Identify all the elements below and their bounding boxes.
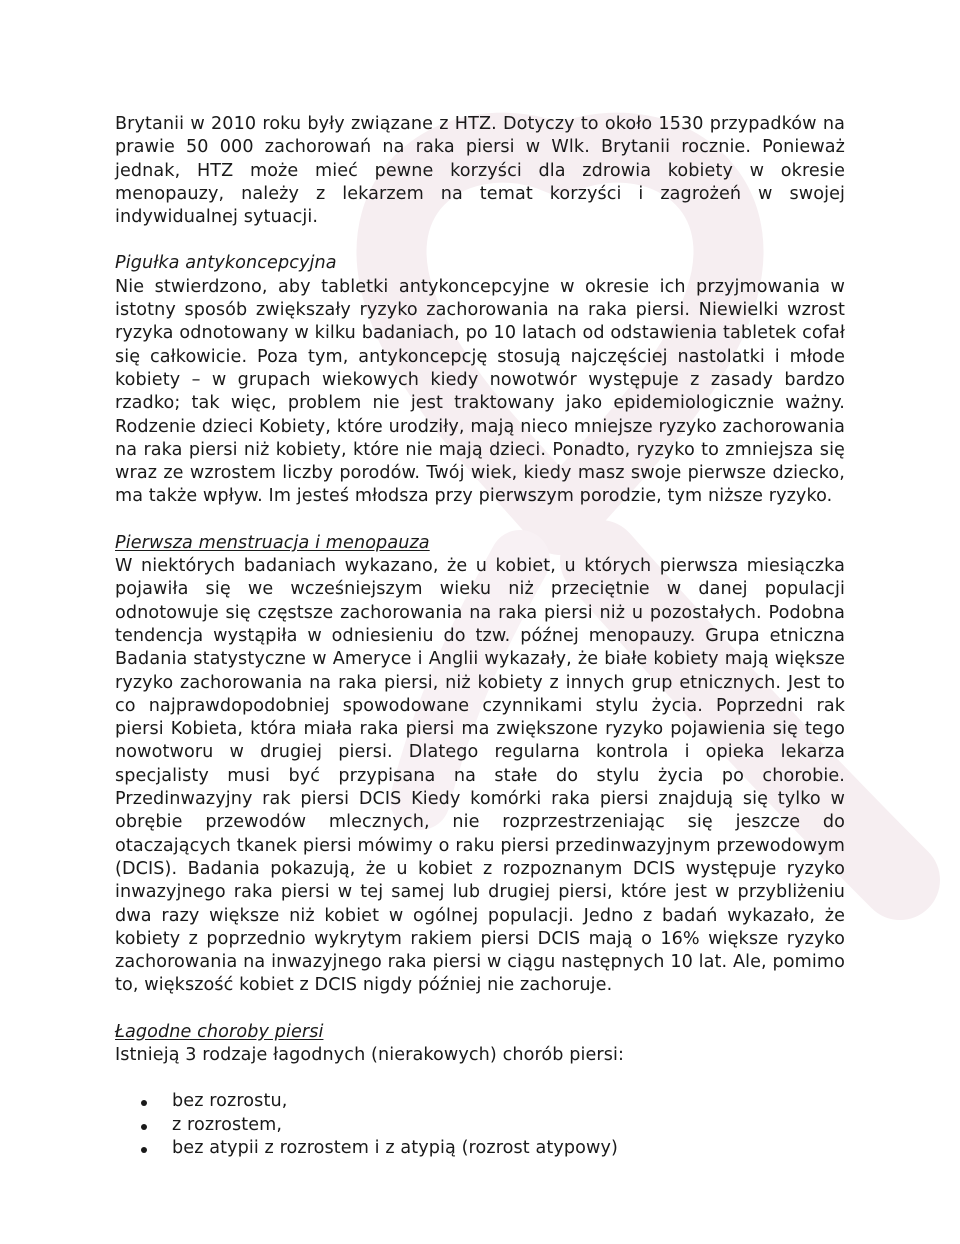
- section-benign-diseases: [115, 1021, 845, 1068]
- paragraph-benign-diseases: Istnieją 3 rodzaje łagodnych (nierakowych) chorób piersi:: [115, 1044, 625, 1065]
- heading-benign-diseases: Łagodne choroby piersi: [115, 1021, 324, 1042]
- paragraph-contraceptive-pill: Nie stwierdzono, aby tabletki antykoncepcyjne w okresie ich przyjmowania w istotny sposób zwiększały ryzyko zachorowania na raka piersi. Niewielki wzrost ryzyka odnotowany w kilku badaniach, po 10 latach od odstawienia tabletek cofał się całkowicie. Poza tym, antykoncepcję stosują najczęściej nastolatki i młode kobiety – w grupach wiekowych kiedy nowotwór występuje z zasady bardzo rzadko; tak więc, problem nie jest traktowany jako epidemiologicznie ważny. Rodzenie dzieci Kobiety, które urodziły, mają nieco mniejsze ryzyko zachorowania na raka piersi niż kobiety, które nie mają dzieci. Ponadto, ryzyko to zmniejsza się wraz ze wzrostem liczby porodów. Twój wiek, kiedy masz swoje pierwsze dziecko, ma także wpływ. Im jesteś młodsza przy pierwszym porodzie, tym niższe ryzyko.: [115, 276, 845, 507]
- list-item: bez rozrostu,: [172, 1090, 845, 1113]
- list-item: z rozrostem,: [172, 1114, 845, 1137]
- list-item: bez atypii z rozrostem i z atypią (rozrost atypowy): [172, 1137, 845, 1160]
- section-menstruation-menopause: [115, 532, 845, 998]
- benign-types-list: [115, 1090, 845, 1160]
- heading-menstruation-menopause: Pierwsza menstruacja i menopauza: [115, 532, 430, 553]
- heading-contraceptive-pill: Pigułka antykoncepcyjna: [115, 253, 337, 274]
- paragraph-menstruation-menopause: W niektórych badaniach wykazano, że u kobiet, u których pierwsza miesiączka pojawiła się we wcześniejszym wieku niż przeciętnie w danej populacji odnotowuje się częstsze zachorowania na raka piersi niż u pozostałych. Podobna tendencja wystąpiła w odniesieniu do tzw. późnej menopauzy. Grupa etniczna Badania statystyczne w Ameryce i Anglii wykazały, że białe kobiety mają większe ryzyko zachorowania na raka piersi, niż kobiety z innych grup etnicznych. Jest to co najprawdopodobniej spowodowane czynnikami stylu życia. Poprzedni rak piersi Kobieta, która miała raka piersi ma zwiększone ryzyko pojawienia się tego nowotworu w drugiej piersi. Dlatego regularna kontrola i opieka lekarza specjalisty musi być przypisana na stałe do stylu życia po chorobie. Przedinwazyjny rak piersi DCIS Kiedy komórki raka piersi znajdują się tylko w obrębie przewodów mlecznych, nie rozprzestrzeniając się jeszcze do otaczających tkanek piersi mówimy o raku piersi przedinwazyjnym przewodowym (DCIS). Badania pokazują, że u kobiet z rozpoznanym DCIS występuje ryzyko inwazyjnego raka piersi w tej samej lub drugiej piersi, które jest w przybliżeniu dwa razy większe niż kobiet w ogólnej populacji. Jedno z badań wykazało, że kobiety z poprzednio wykrytym rakiem piersi DCIS mają o 16% większe ryzyko zachorowania na inwazyjnego raka piersi w ciągu następnych 10 lat. Ale, pomimo to, większość kobiet z DCIS nigdy później nie zachoruje.: [115, 556, 845, 996]
- document-page: [115, 113, 845, 1160]
- paragraph-htz: Brytanii w 2010 roku były związane z HTZ. Dotyczy to około 1530 przypadków na prawie 50 000 zachorowań na raka piersi w Wlk. Brytanii rocznie. Ponieważ jednak, HTZ może mieć pewne korzyści dla zdrowia kobiety w okresie menopauzy, należy z lekarzem na temat korzyści i zagrożeń w swojej indywidualnej sytuacji.: [115, 114, 845, 228]
- section-contraceptive-pill: [115, 252, 845, 508]
